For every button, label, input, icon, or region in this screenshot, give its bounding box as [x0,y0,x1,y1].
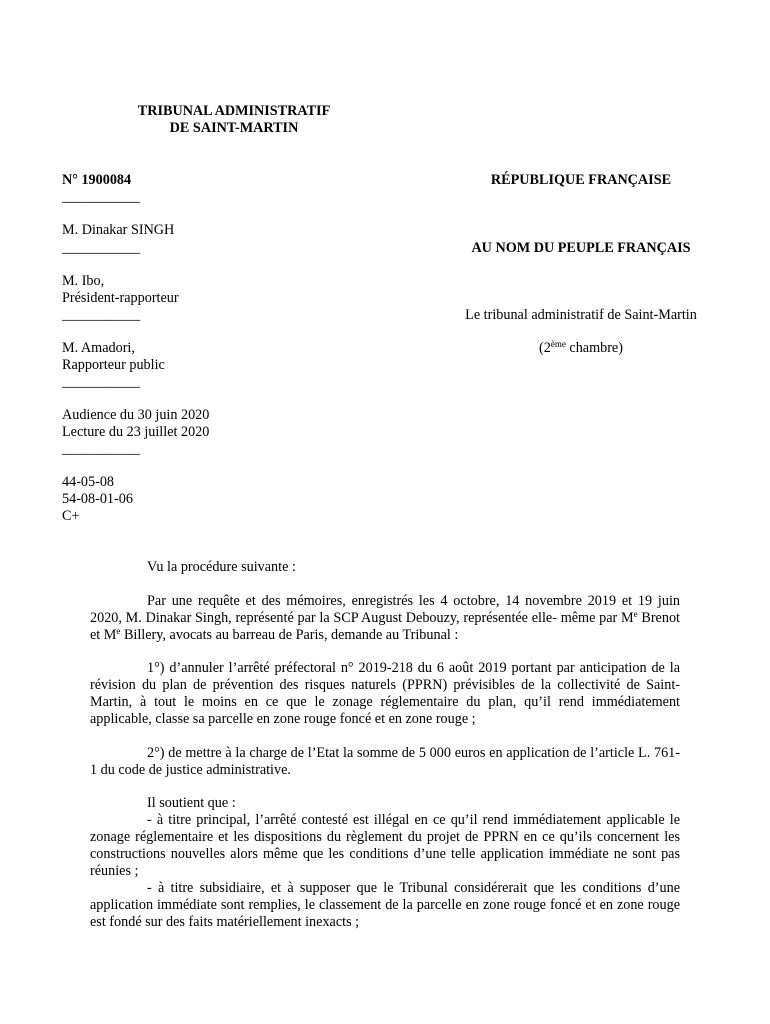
separator: ___________ [62,441,141,457]
claim-two-text: 2°) de mettre à la charge de l’Etat la somme de 5 000 euros en application de l’article L. 761-1 du code de justice administrative. [90,745,680,778]
rapporteur-name: M. Amadori, [62,340,135,356]
title-abbrev: e [116,626,121,636]
title-abbrev: e [633,609,638,619]
case-number: N° 1900084 [62,172,132,188]
chamber-suffix: chambre) [565,340,623,356]
procedure-intro: Vu la procédure suivante : [147,559,296,575]
people-heading: AU NOM DU PEUPLE FRANÇAIS [471,240,691,256]
principal-argument-paragraph [90,812,680,880]
classification-code: 54-08-01-06 [62,491,133,507]
reading-date: Lecture du 23 juillet 2020 [62,424,210,440]
classification-code: C+ [62,508,80,524]
separator: ___________ [62,374,141,390]
arguments-intro: Il soutient que : [147,795,236,811]
request-text-part: Brenot et M [90,610,680,643]
court-header [0,103,468,137]
separator: ___________ [62,189,141,205]
principal-argument-text: - à titre principal, l’arrêté contesté est illégal en ce qu’il rend immédiatement applicable le zonage réglementaire et les dispositions du règlement du projet de PPRN en ce qu’ils concernent les constructions nouvelles alors même que les conditions d’une telle application immédiate ne sont pas réunies ; [90,812,680,879]
chamber-ordinal: ème [550,339,566,349]
hearing-date: Audience du 30 juin 2020 [62,407,210,423]
tribunal-name: Le tribunal administratif de Saint-Martin [465,307,697,323]
subsidiary-argument-paragraph [90,880,680,931]
president-name: M. Ibo, [62,273,105,289]
rapporteur-role: Rapporteur public [62,357,165,373]
separator: ___________ [62,307,141,323]
subsidiary-argument-text: - à titre subsidiaire, et à supposer que le Tribunal considérerait que les conditions d’une application immédiate sont remplies, le classement de la parcelle en zone rouge foncé et en zone rouge est fondé sur des faits matériellement inexacts ; [90,880,680,930]
request-text-end: Billery, avocats au barreau de Paris, demande au Tribunal : [120,627,459,643]
president-role: Président-rapporteur [62,290,179,306]
request-text [90,593,680,644]
claim-two-paragraph [90,745,680,779]
chamber-label [450,340,712,357]
court-header-line-1: TRIBUNAL ADMINISTRATIF [137,103,331,119]
request-paragraph [90,593,680,644]
claim-one-text: 1°) d’annuler l’arrêté préfectoral n° 2019-218 du 6 août 2019 portant par anticipation de la révision du plan de prévention des risques naturels (PPRN) prévisibles de la collectivité de Saint-Martin, à tout le moins en ce que le zonage réglementaire du plan, qu’il rend immédiatement applicable, classe sa parcelle en zone rouge foncé et en zone rouge ; [90,660,680,727]
request-text-start: Par une requête et des mémoires, enregistrés les 4 octobre, 14 novembre 2019 et 19 juin 2020, M. Dinakar Singh, représenté par la SCP August Debouzy, représentée elle- [90,593,680,626]
claimant-name: M. Dinakar SINGH [62,222,175,238]
court-header-line-2: DE SAINT-MARTIN [169,120,299,136]
republic-heading: RÉPUBLIQUE FRANÇAISE [490,172,672,188]
classification-code: 44-05-08 [62,474,115,490]
request-text-part: même par M [560,610,634,626]
chamber-prefix: (2 [539,340,551,356]
separator: ___________ [62,240,141,256]
claim-one-paragraph [90,660,680,728]
